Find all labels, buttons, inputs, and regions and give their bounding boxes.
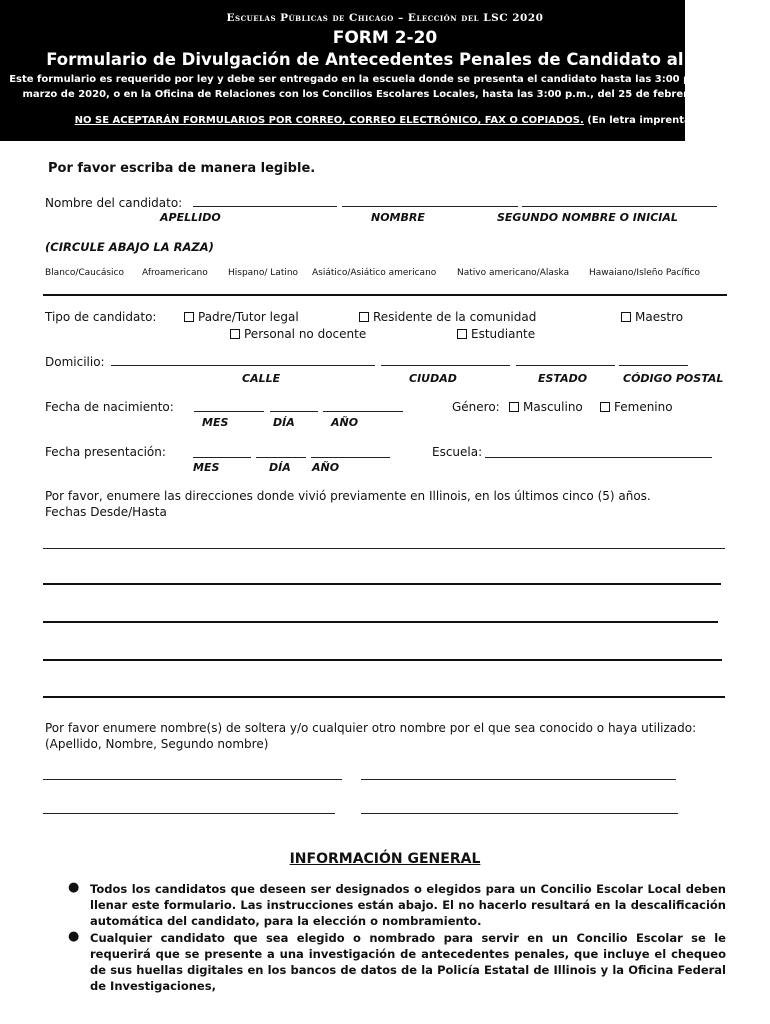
prev-addresses-dates: Fechas Desde/Hasta [45,505,167,519]
street-caption: CALLE [242,372,281,385]
submit-month-field[interactable] [193,457,251,458]
city-field[interactable] [381,365,510,366]
race-option[interactable]: Blanco/Caucásico [45,268,124,278]
candidate-type-label: Tipo de candidato: [45,310,157,324]
checkbox-icon [184,312,194,322]
prev-address-line[interactable] [43,548,725,549]
warning-text: NO SE ACEPTARÁN FORMULARIOS POR CORREO, CORREO ELECTRÓNICO, FAX O COPIADOS. [74,115,584,126]
checkbox-icon [509,402,519,412]
middle-name-field[interactable] [522,206,717,207]
race-option[interactable]: Nativo americano/Alaska [457,268,570,278]
prev-address-line[interactable] [43,659,722,661]
type-option-label: Personal no docente [244,327,367,341]
form-title: Formulario de Divulgación de Antecedentes Penales de Candidato al LSC [46,50,724,69]
gender-option-label: Masculino [523,400,583,414]
type-option-teacher[interactable] [621,310,683,324]
submit-month-caption: MES [193,461,220,474]
gender-male[interactable] [509,400,583,414]
birthdate-label: Fecha de nacimiento: [45,400,174,414]
general-info-item: Cualquier candidato que sea elegido o nombrado para servir en un Concilio Escolar se le requerirá que se presente a una investigación de antecedentes penales, que incluye el chequeo de sus huellas digitales en los bancos de datos de la Policía Estatal de Illinois y la Oficina Federal de Investigaciones, [90,931,726,993]
district-election-line: Escuelas Públicas de Chicago – Elección del LSC 2020 [226,12,544,24]
race-option[interactable]: Hawaiano/Isleño Pacífico [589,268,700,278]
section-divider [43,294,727,296]
zip-caption: CÓDIGO POSTAL [623,372,724,385]
birth-day-field[interactable] [270,411,318,412]
other-name-field[interactable] [361,779,676,780]
other-names-format: (Apellido, Nombre, Segundo nombre) [45,737,269,751]
other-name-field[interactable] [43,779,342,780]
checkbox-icon [359,312,369,322]
checkbox-icon [230,329,240,339]
form-header [0,0,761,141]
checkbox-icon [600,402,610,412]
zip-field[interactable] [619,365,688,366]
form-number: FORM 2-20 [332,28,438,48]
submit-day-caption: DÍA [269,461,291,474]
race-option[interactable]: Afroamericano [142,268,208,278]
warning-note: (En letra imprenta) [587,115,696,126]
birth-year-caption: AÑO [331,416,359,429]
checkbox-icon [621,312,631,322]
race-title: (CIRCULE ABAJO LA RAZA) [45,240,214,254]
prev-address-line[interactable] [43,621,718,623]
type-option-community[interactable] [359,310,536,324]
birth-day-caption: DÍA [273,416,295,429]
gender-female[interactable] [600,400,673,414]
birth-month-field[interactable] [194,411,264,412]
bullet-icon: ● [68,880,80,895]
race-option[interactable]: Hispano/ Latino [228,268,299,278]
birth-month-caption: MES [202,416,229,429]
candidate-name-label: Nombre del candidato: [45,196,183,210]
bullet-icon: ● [68,929,80,944]
prev-addresses-instruction: Por favor, enumere las direcciones donde vivió previamente en Illinois, en los últimos cinco (5) años. [45,489,651,503]
type-option-nonteaching[interactable] [230,327,366,341]
prev-address-line[interactable] [43,583,721,585]
school-field[interactable] [485,457,712,458]
state-caption: ESTADO [538,372,588,385]
form-warning [0,115,770,126]
school-label: Escuela: [432,445,483,459]
surname-caption: APELLIDO [160,211,221,224]
first-name-field[interactable] [342,206,518,207]
checkbox-icon [457,329,467,339]
race-option[interactable]: Asiático/Asiático americano [312,268,437,278]
legible-note: Por favor escriba de manera legible. [48,161,316,176]
other-names-instruction: Por favor enumere nombre(s) de soltera y/o cualquier otro nombre por el que sea conocido o haya utilizado: [45,721,697,735]
city-caption: CIUDAD [409,372,457,385]
other-name-field[interactable] [361,813,678,814]
submit-year-field[interactable] [311,457,390,458]
address-label: Domicilio: [45,355,105,369]
street-field[interactable] [111,365,375,366]
general-info-heading-text: INFORMACIÓN GENERAL [289,851,481,867]
type-option-label: Padre/Tutor legal [198,310,299,324]
submission-date-label: Fecha presentación: [45,445,166,459]
state-field[interactable] [516,365,615,366]
general-info-item: Todos los candidatos que deseen ser designados o elegidos para un Concilio Escolar Local deben llenar este formulario. Las instrucciones están abajo. El no hacerlo resultará en la descalificación automática del candidato, para la elección o nombramiento. [90,882,726,928]
type-option-label: Residente de la comunidad [373,310,537,324]
birth-year-field[interactable] [323,411,403,412]
general-info-heading [0,851,770,867]
first-name-caption: NOMBRE [371,211,425,224]
gender-option-label: Femenino [614,400,673,414]
prev-address-line[interactable] [43,696,725,698]
type-option-student[interactable] [457,327,535,341]
surname-field[interactable] [193,206,337,207]
gender-label: Género: [452,400,500,414]
type-option-label: Estudiante [471,327,536,341]
submit-year-caption: AÑO [312,461,340,474]
type-option-label: Maestro [635,310,684,324]
submit-day-field[interactable] [256,457,306,458]
other-name-field[interactable] [43,813,335,814]
middle-name-caption: SEGUNDO NOMBRE O INICIAL [497,211,678,224]
form-description: Este formulario es requerido por ley y debe ser entregado en la escuela donde se presenta el candidato hasta las 3:00 p.m., del 5 de marzo de 2020, o en la Oficina de Relaciones con los Concilios Escolares Locales, hasta las 3:00 p.m., del 25 de febrero de 2020. [9,74,761,100]
type-option-parent[interactable] [184,310,299,324]
